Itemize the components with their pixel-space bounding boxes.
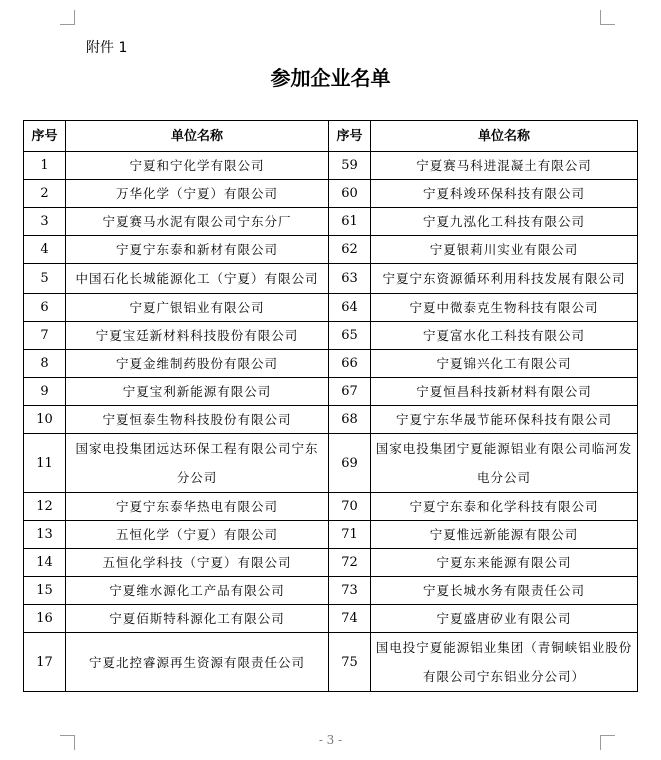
company-name: 宁夏长城水务有限责任公司	[371, 577, 638, 605]
table-row	[24, 521, 638, 549]
table-row	[24, 633, 638, 692]
table-row	[24, 294, 638, 322]
header-name-left: 单位名称	[66, 121, 329, 152]
row-number: 11	[24, 434, 66, 493]
company-name: 宁夏盛唐矽业有限公司	[371, 605, 638, 633]
row-number: 61	[329, 208, 371, 236]
table-row	[24, 406, 638, 434]
company-name: 宁夏宁东资源循环利用科技发展有限公司	[371, 264, 638, 294]
company-name: 宁夏赛马科进混凝土有限公司	[371, 152, 638, 180]
company-name: 宁夏北控睿源再生资源有限责任公司	[66, 633, 329, 692]
table-row	[24, 434, 638, 493]
row-number: 71	[329, 521, 371, 549]
company-name: 万华化学（宁夏）有限公司	[66, 180, 329, 208]
table-row	[24, 180, 638, 208]
company-name: 宁夏宁东华晟节能环保科技有限公司	[371, 406, 638, 434]
company-name: 宁夏九泓化工科技有限公司	[371, 208, 638, 236]
table-row	[24, 549, 638, 577]
company-name: 宁夏佰斯特科源化工有限公司	[66, 605, 329, 633]
company-name: 宁夏恒昌科技新材料有限公司	[371, 378, 638, 406]
company-name: 宁夏宁东泰和新材有限公司	[66, 236, 329, 264]
company-name: 宁夏中微泰克生物科技有限公司	[371, 294, 638, 322]
company-name: 五恒化学科技（宁夏）有限公司	[66, 549, 329, 577]
company-name: 宁夏惟远新能源有限公司	[371, 521, 638, 549]
table-row	[24, 350, 638, 378]
company-name: 五恒化学（宁夏）有限公司	[66, 521, 329, 549]
company-name: 宁夏金维制药股份有限公司	[66, 350, 329, 378]
row-number: 12	[24, 493, 66, 521]
company-name: 宁夏赛马水泥有限公司宁东分厂	[66, 208, 329, 236]
row-number: 6	[24, 294, 66, 322]
row-number: 2	[24, 180, 66, 208]
row-number: 60	[329, 180, 371, 208]
company-name: 宁夏宝利新能源有限公司	[66, 378, 329, 406]
row-number: 4	[24, 236, 66, 264]
header-no-right: 序号	[329, 121, 371, 152]
company-name: 宁夏宁东泰和化学科技有限公司	[371, 493, 638, 521]
row-number: 69	[329, 434, 371, 493]
row-number: 15	[24, 577, 66, 605]
table-row	[24, 208, 638, 236]
row-number: 5	[24, 264, 66, 294]
row-number: 7	[24, 322, 66, 350]
row-number: 9	[24, 378, 66, 406]
header-name-right: 单位名称	[371, 121, 638, 152]
company-name: 宁夏富水化工科技有限公司	[371, 322, 638, 350]
company-name: 宁夏东来能源有限公司	[371, 549, 638, 577]
row-number: 10	[24, 406, 66, 434]
table-row	[24, 264, 638, 294]
crop-mark-top-right	[600, 10, 615, 25]
page-title: 参加企业名单	[270, 66, 391, 90]
row-number: 16	[24, 605, 66, 633]
row-number: 8	[24, 350, 66, 378]
row-number: 68	[329, 406, 371, 434]
page-number: - 3 -	[318, 733, 343, 747]
row-number: 1	[24, 152, 66, 180]
company-name: 宁夏宁东泰华热电有限公司	[66, 493, 329, 521]
company-name: 宁夏恒泰生物科技股份有限公司	[66, 406, 329, 434]
table-header-row	[24, 121, 638, 152]
company-name: 宁夏维水源化工产品有限公司	[66, 577, 329, 605]
row-number: 75	[329, 633, 371, 692]
company-name: 宁夏和宁化学有限公司	[66, 152, 329, 180]
company-name: 宁夏广银铝业有限公司	[66, 294, 329, 322]
table-row	[24, 577, 638, 605]
row-number: 72	[329, 549, 371, 577]
row-number: 62	[329, 236, 371, 264]
enterprise-table	[23, 120, 638, 692]
row-number: 65	[329, 322, 371, 350]
row-number: 3	[24, 208, 66, 236]
table-row	[24, 493, 638, 521]
row-number: 67	[329, 378, 371, 406]
company-name: 国家电投集团远达环保工程有限公司宁东分公司	[66, 434, 329, 493]
row-number: 59	[329, 152, 371, 180]
attachment-label: 附件 1	[86, 40, 128, 56]
company-name: 宁夏锦兴化工有限公司	[371, 350, 638, 378]
company-name: 国电投宁夏能源铝业集团（青铜峡铝业股份有限公司宁东铝业分公司）	[371, 633, 638, 692]
header-no-left: 序号	[24, 121, 66, 152]
row-number: 74	[329, 605, 371, 633]
table-row	[24, 152, 638, 180]
row-number: 70	[329, 493, 371, 521]
table-row	[24, 322, 638, 350]
company-name: 国家电投集团宁夏能源铝业有限公司临河发电分公司	[371, 434, 638, 493]
row-number: 64	[329, 294, 371, 322]
row-number: 73	[329, 577, 371, 605]
table-row	[24, 236, 638, 264]
row-number: 17	[24, 633, 66, 692]
company-name: 宁夏科竣环保科技有限公司	[371, 180, 638, 208]
row-number: 63	[329, 264, 371, 294]
row-number: 13	[24, 521, 66, 549]
crop-mark-top-left	[60, 10, 75, 25]
row-number: 66	[329, 350, 371, 378]
company-name: 中国石化长城能源化工（宁夏）有限公司	[66, 264, 329, 294]
row-number: 14	[24, 549, 66, 577]
company-name: 宁夏宝廷新材料科技股份有限公司	[66, 322, 329, 350]
table-row	[24, 378, 638, 406]
table-row	[24, 605, 638, 633]
company-name: 宁夏银莉川实业有限公司	[371, 236, 638, 264]
